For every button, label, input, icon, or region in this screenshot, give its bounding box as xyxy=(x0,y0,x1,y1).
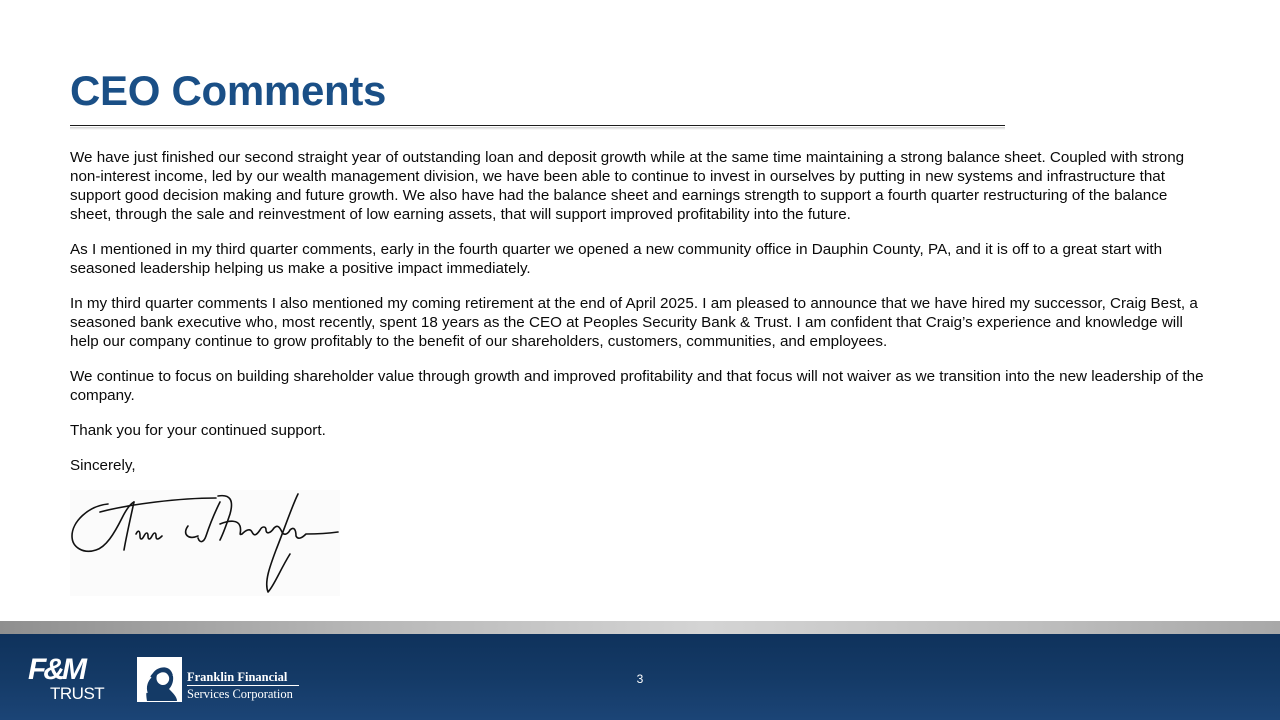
sign-off: Sincerely, xyxy=(70,457,136,474)
footer-divider-band xyxy=(0,621,1280,634)
franklin-logo-line-2: Services Corporation xyxy=(187,687,293,701)
fm-logo-subtext: TRUST xyxy=(50,684,105,703)
letter-body xyxy=(70,148,1210,491)
franklin-financial-logo xyxy=(137,657,307,703)
fm-trust-logo xyxy=(28,655,112,703)
portrait-emblem-icon xyxy=(137,657,182,702)
paragraph-4: We continue to focus on building shareholder value through growth and improved profitability and that focus will not waiver as we transition into the new leadership of the company. xyxy=(70,368,1204,404)
title-underline-shadow xyxy=(70,127,1005,130)
page-title: CEO Comments xyxy=(70,67,387,114)
handwritten-signature-icon xyxy=(70,490,340,596)
paragraph-3: In my third quarter comments I also mentioned my coming retirement at the end of April 2025. I am pleased to announce that we have hired my successor, Craig Best, a seasoned bank executive who, most recently, spent 18 years as the CEO at Peoples Security Bank & Trust. I am confident that Craig’s experience and knowledge will help our company continue to grow profitably to the benefit of our shareholders, customers, communities, and employees. xyxy=(70,295,1198,350)
page-number: 3 xyxy=(636,672,644,686)
franklin-logo-line-1: Franklin Financial xyxy=(187,670,288,684)
signature-image xyxy=(70,490,340,596)
fm-logo-mark: F&M xyxy=(28,653,84,686)
franklin-portrait-icon xyxy=(137,657,182,702)
title-underline xyxy=(70,125,1005,126)
paragraph-1: We have just finished our second straight year of outstanding loan and deposit growth while at the same time maintaining a strong balance sheet. Coupled with strong non-interest income, led by our wealth management division, we have been able to continue to invest in ourselves by putting in new systems and infrastructure that support good decision making and future growth. We also have had the balance sheet and earnings strength to support a fourth quarter restructuring of the balance sheet, through the sale and reinvestment of low earning assets, that will support improved profitability into the future. xyxy=(70,149,1185,223)
footer xyxy=(0,634,1280,720)
paragraph-2: As I mentioned in my third quarter comments, early in the fourth quarter we opened a new community office in Dauphin County, PA, and it is off to a great start with seasoned leadership helping us make a positive impact immediately. xyxy=(70,241,1163,277)
franklin-logo-rule xyxy=(187,685,299,686)
paragraph-5: Thank you for your continued support. xyxy=(70,422,326,439)
